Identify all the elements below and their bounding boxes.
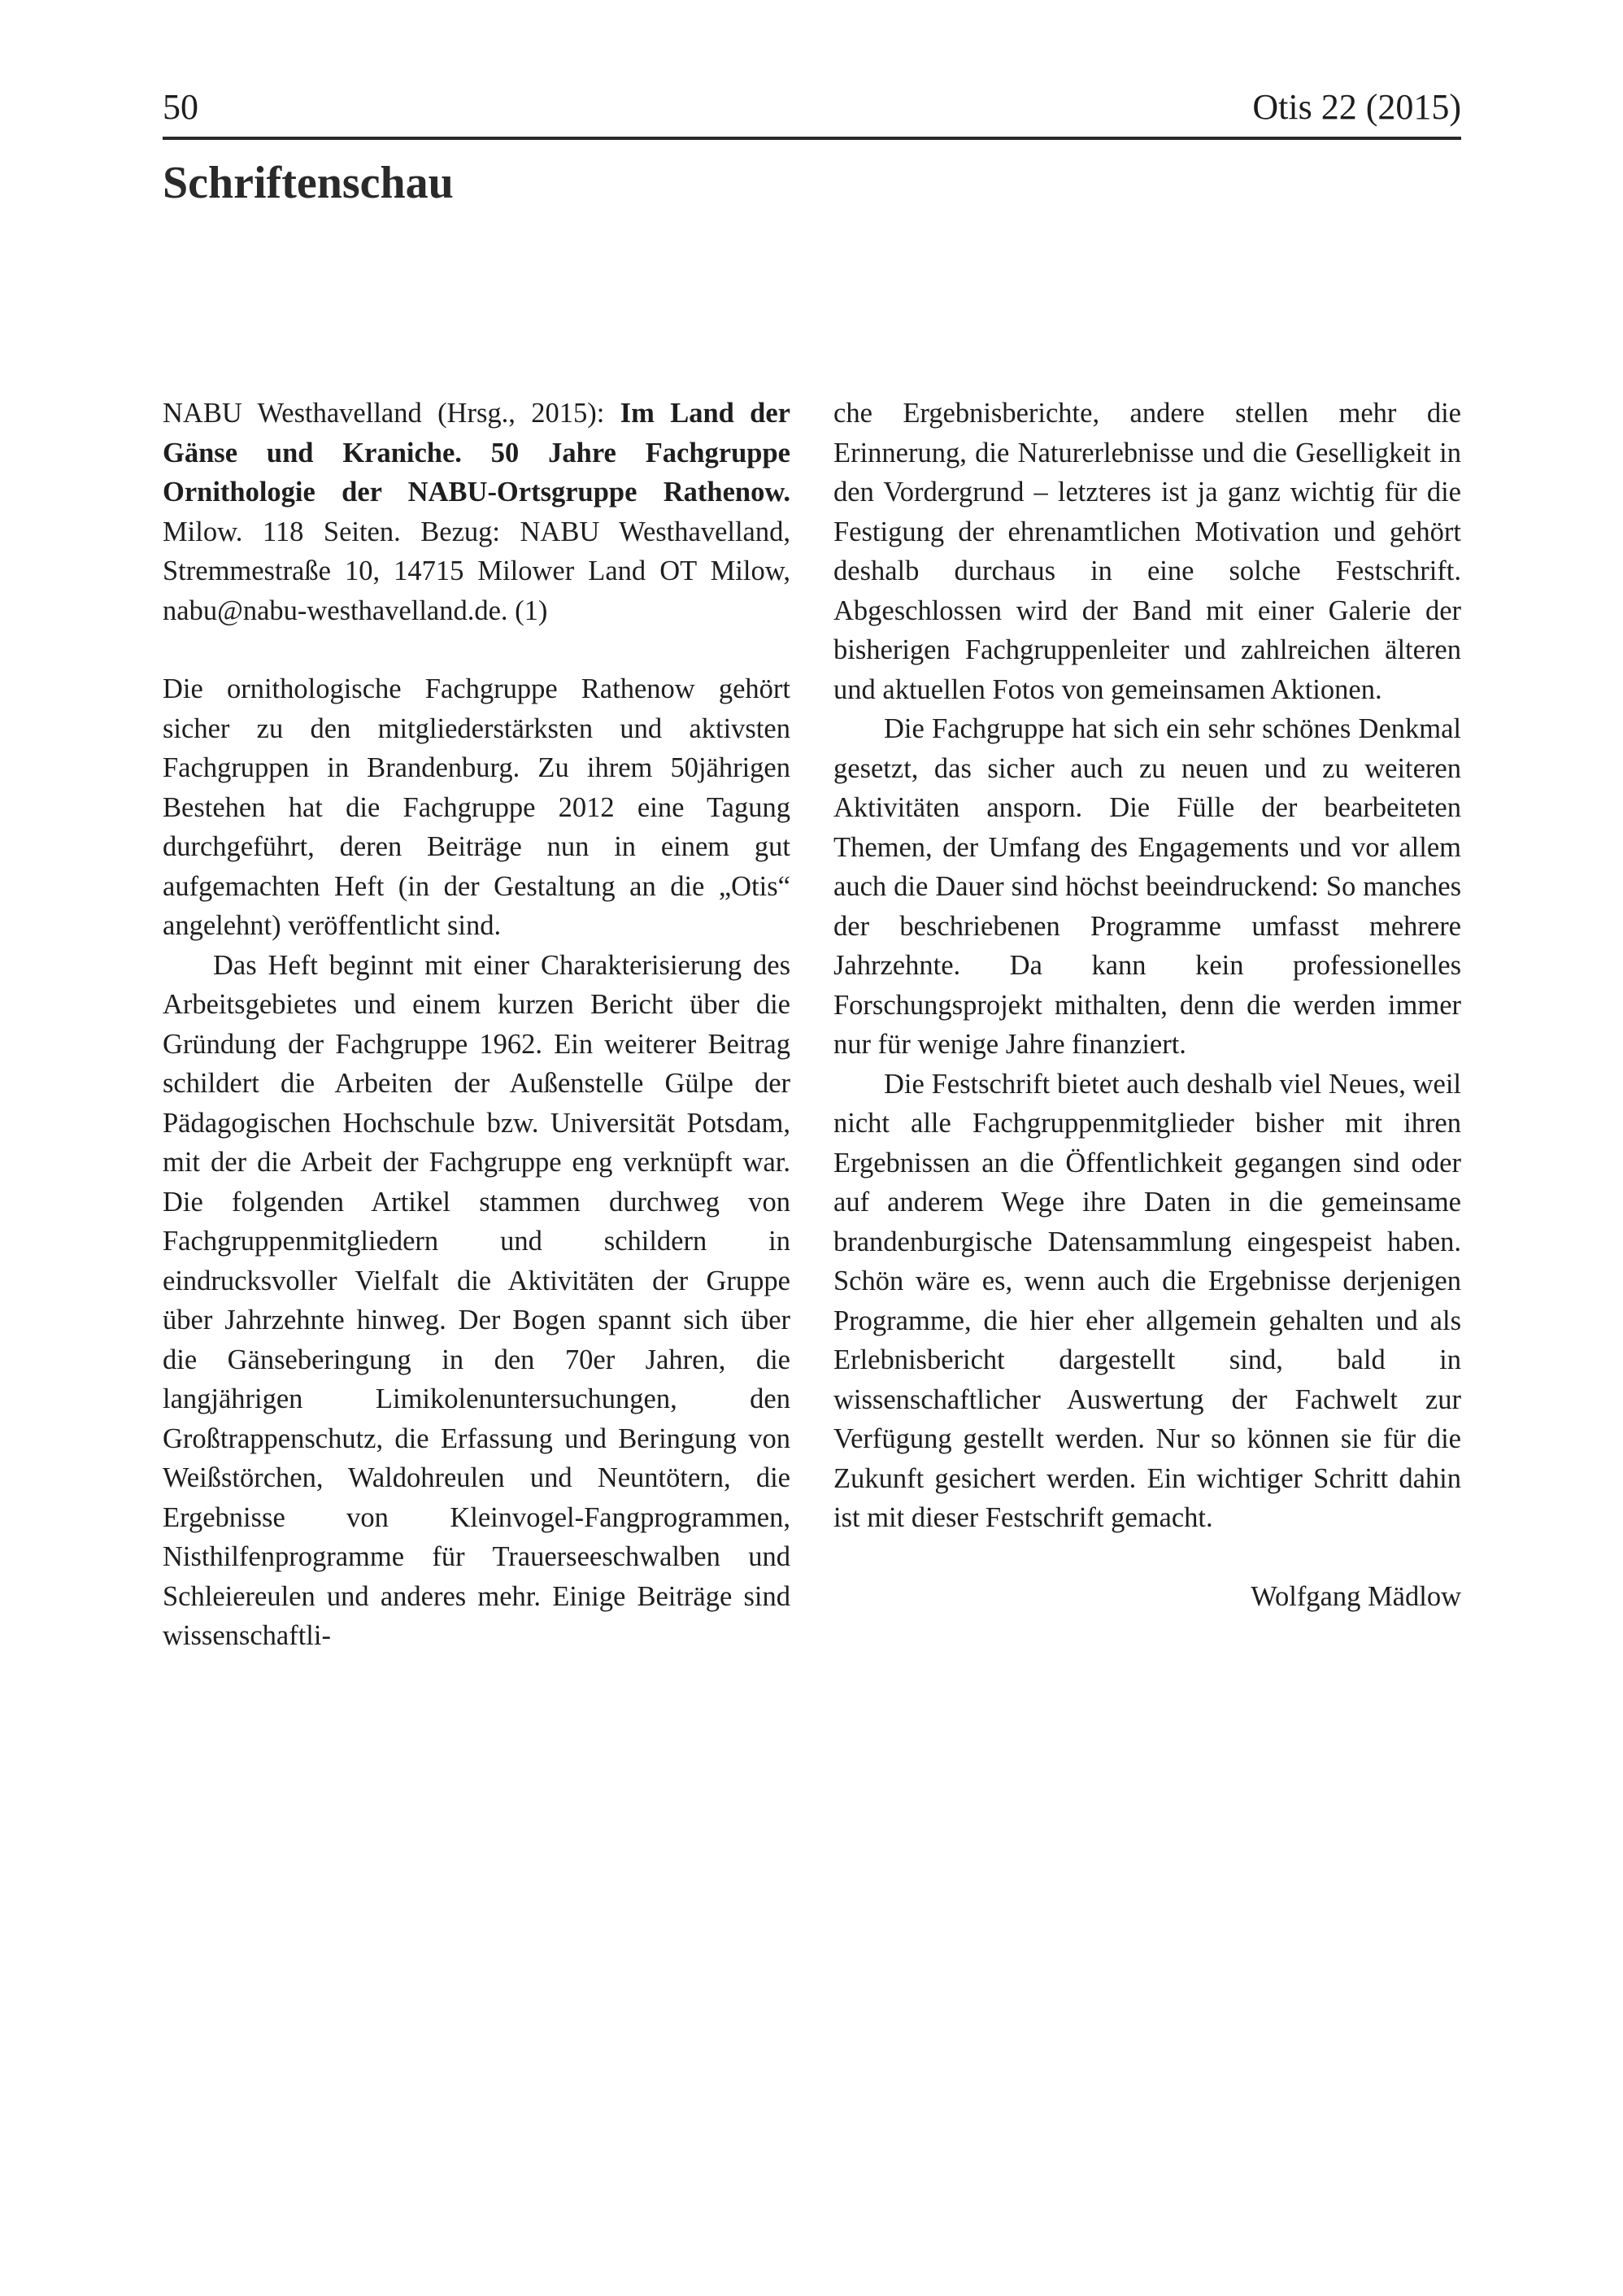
page-header [163, 81, 1461, 140]
citation-editors: NABU Westhavelland (Hrsg., 2015): [163, 398, 620, 429]
left-column [163, 394, 790, 1656]
author-signature: Wolfgang Mädlow [1251, 1580, 1461, 1612]
body-paragraph-3: Die Fachgruppe hat sich ein sehr schönes Denkmal gesetzt, das sicher auch zu neuen und zu weiteren Aktivitäten ansporn. Die Fülle der bearbeiteten Themen, der Umfang des Engagements und vor allem auch die Dauer sind höchst beeindruckend: So manches der beschriebenen Programme umfasst mehrere Jahrzehnte. Da kann kein professionelles Forschungsprojekt mithalten, denn die werden immer nur für wenige Jahre finanziert. [833, 713, 1461, 1060]
body-paragraph-2: Das Heft beginnt mit einer Charakterisierung des Arbeitsgebietes und einem kurzen Bericht über die Gründung der Fachgruppe 1962. Ein weiterer Beitrag schildert die Arbeiten der Außenstelle Gülpe der Pädagogischen Hochschule bzw. Universität Potsdam, mit der die Arbeit der Fachgruppe eng verknüpft war. Die folgenden Artikel stammen durchweg von Fachgruppenmitgliedern und schildern in eindrucksvoller Vielfalt die Aktivitäten der Gruppe über Jahrzehnte hinweg. Der Bogen spannt sich über die Gänseberingung in den 70er Jahren, die langjährigen Limikolenuntersuchungen, den Großtrappenschutz, die Erfassung und Beringung von Weißstörchen, Waldohreulen und Neuntötern, die Ergebnisse von Kleinvogel-Fangprogrammen, Nisthilfenprogramme für Trauerseeschwalben und Schleiereulen und anderes mehr. Einige Beiträge sind wissenschaftli- [163, 949, 790, 1651]
section-title: Schriftenschau [163, 158, 454, 208]
right-column [833, 394, 1461, 1616]
body-paragraph-4: Die Festschrift bietet auch deshalb viel Neues, weil nicht alle Fachgruppenmitglieder bisher mit ihren Ergebnissen an die Öffentlichkeit gegangen sind oder auf anderem Wege ihre Daten in die gemeinsame brandenburgische Datensammlung eingespeist haben. Schön wäre es, wenn auch die Ergebnisse derjenigen Programme, die hier eher allgemein gehalten und als Erlebnisbericht dargestellt sind, bald in wissenschaftlicher Auswertung der Fachwelt zur Verfügung gestellt werden. Nur so können sie für die Zukunft gesichert werden. Ein wichtiger Schritt dahin ist mit dieser Festschrift gemacht. [833, 1068, 1461, 1533]
page-number: 50 [163, 87, 198, 127]
citation-details: Milow. 118 Seiten. Bezug: NABU Westhavelland, Stremmestraße 10, 14715 Milower Land OT Milow, nabu@nabu-westhavelland.de. (1) [163, 516, 790, 626]
citation-title: Im Land der Gänse und Kraniche. 50 Jahre Fachgruppe Ornithologie der NABU-Ortsgruppe Rathenow. [163, 398, 790, 508]
body-paragraph-1: Die ornithologische Fachgruppe Rathenow gehört sicher zu den mitgliederstärksten und aktivsten Fachgruppen in Brandenburg. Zu ihrem 50jährigen Bestehen hat die Fachgruppe 2012 eine Tagung durchgeführt, deren Beiträge nun in einem gut aufgemachten Heft (in der Gestaltung an die „Otis“ angelehnt) veröffentlicht sind. [163, 673, 790, 941]
journal-reference: Otis 22 (2015) [1252, 87, 1461, 127]
citation [163, 394, 790, 630]
body-paragraph-2-continued: che Ergebnisberichte, andere stellen mehr die Erinnerung, die Naturerlebnisse und die Geselligkeit in den Vordergrund – letzteres ist ja ganz wichtig für die Festigung der ehrenamtlichen Motivation und gehört deshalb durchaus in eine solche Festschrift. Abgeschlossen wird der Band mit einer Galerie der bisherigen Fachgruppenleiter und zahlreichen älteren und aktuellen Fotos von gemeinsamen Aktionen. [833, 398, 1461, 705]
